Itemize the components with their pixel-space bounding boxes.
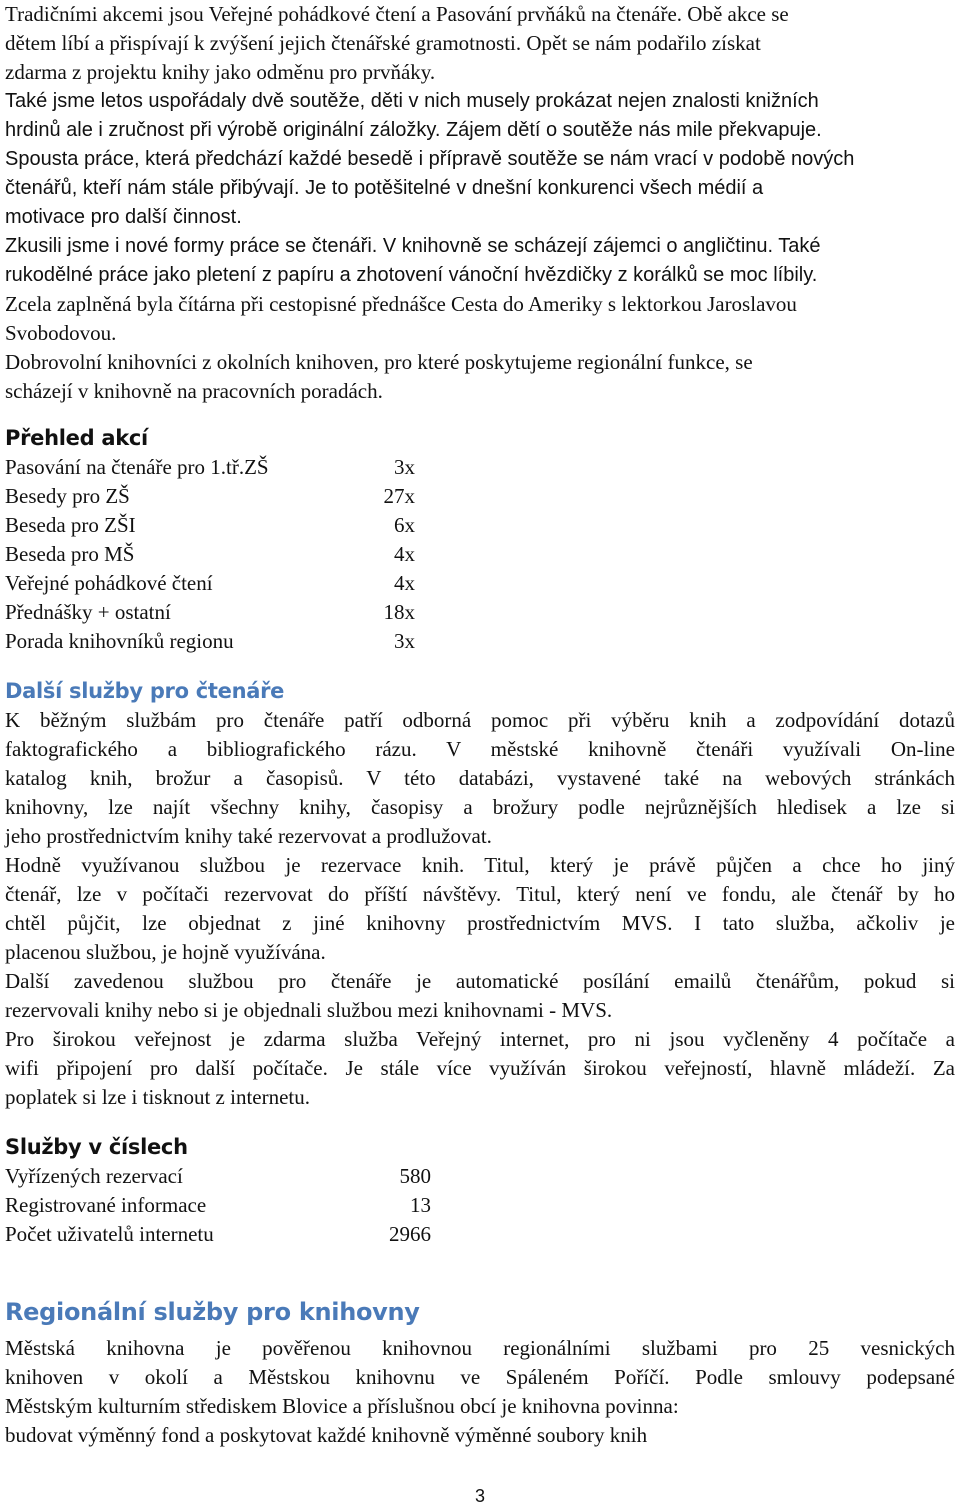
table-row (5, 1162, 431, 1191)
row-value: 3x (394, 629, 415, 653)
page-number: 3 (474, 1486, 485, 1506)
text-line: knihoven v okolí a Městskou knihovnu ve Spáleném Poříčí. Podle smlouvy podepsané (5, 1365, 955, 1389)
row-value: 580 (399, 1164, 431, 1188)
text-line: placenou službou, je hojně využívána. (5, 940, 326, 964)
row-label: Besedy pro ZŠ (5, 484, 130, 508)
table-row (5, 482, 415, 511)
row-label: Registrované informace (5, 1193, 207, 1217)
table-row (5, 1220, 431, 1249)
text-line: wifi připojení pro další počítače. Je stále více využíván širokou veřejností, hlavně mládeží. Za (5, 1056, 955, 1080)
row-value: 4x (394, 571, 415, 595)
text-line: Hodně využívanou službou je rezervace knih. Titul, který je právě půjčen a chce ho jiný (5, 853, 955, 877)
table-row (5, 598, 415, 627)
text-line: knihovny, lze najít všechny knihy, časopisy a brožury podle nejrůznějších hledisek a lze si (5, 795, 955, 819)
intro-paragraph-3 (5, 290, 955, 406)
text-line: Pro širokou veřejnost je zdarma služba Veřejný internet, pro ni jsou vyčleněny 4 počítače a (5, 1027, 955, 1051)
text-line: katalog knih, brožur a časopisů. V této databázi, vystavené také na webových stránkách (5, 766, 955, 790)
text-line: chtěl půjčit, lze objednat z jiné knihovny prostřednictvím MVS. I tato služba, ačkoliv je (5, 911, 955, 935)
services-paragraph (5, 706, 955, 1112)
overview-table (5, 453, 415, 656)
table-row (5, 627, 415, 656)
intro-paragraph-1 (5, 0, 955, 87)
row-value: 6x (394, 513, 415, 537)
text-line: Svobodovou. (5, 321, 117, 345)
text-line: Zcela zaplněná byla čítárna při cestopisné přednášce Cesta do Ameriky s lektorkou Jaroslavou (5, 292, 797, 316)
row-label: Přednášky + ostatní (5, 600, 171, 624)
table-row (5, 511, 415, 540)
row-value: 4x (394, 542, 415, 566)
text-line: K běžným službám pro čtenáře patří odborná pomoc při výběru knih a zodpovídání dotazů (5, 708, 955, 732)
text-line: Městským kulturním střediskem Blovice a příslušnou obcí je knihovna povinna: (5, 1394, 679, 1418)
intro-paragraph-2 (5, 87, 955, 290)
text-line: rukodělné práce jako pletení z papíru a zhotovení vánoční hvězdičky z korálků se moc líbily. (5, 264, 818, 286)
numbers-heading: Služby v číslech (5, 1135, 188, 1159)
row-value: 27x (383, 484, 415, 508)
text-line: Městská knihovna je pověřenou knihovnou regionálními službami pro 25 vesnických (5, 1336, 955, 1360)
text-line: Také jsme letos uspořádaly dvě soutěže, děti v nich musely prokázat nejen znalosti knižních (5, 90, 819, 112)
row-value: 18x (383, 600, 415, 624)
row-label: Pasování na čtenáře pro 1.tř.ZŠ (5, 455, 269, 479)
table-row (5, 540, 415, 569)
regional-paragraph (5, 1334, 955, 1450)
row-label: Porada knihovníků regionu (5, 629, 234, 653)
text-line: zdarma z projektu knihy jako odměnu pro prvňáky. (5, 60, 436, 84)
text-line: Tradičními akcemi jsou Veřejné pohádkové čtení a Pasování prvňáků na čtenáře. Obě akce se (5, 2, 789, 26)
text-line: faktografického a bibliografického rázu. V městské knihovně čtenáři využívali On-line (5, 737, 955, 761)
text-line: hrdinů ale i zručnost při výrobě originální záložky. Zájem dětí o soutěže nás mile překvapuje. (5, 119, 822, 141)
overview-heading: Přehled akcí (5, 426, 148, 450)
text-line: motivace pro další činnost. (5, 206, 242, 228)
row-label: Počet uživatelů internetu (5, 1222, 214, 1246)
text-line: rezervovali knihy nebo si je objednali službou mezi knihovnami - MVS. (5, 998, 613, 1022)
row-label: Veřejné pohádkové čtení (5, 571, 213, 595)
regional-heading: Regionální služby pro knihovny (5, 1298, 420, 1326)
row-label: Beseda pro MŠ (5, 542, 135, 566)
services-heading: Další služby pro čtenáře (5, 679, 285, 703)
row-value: 13 (410, 1193, 431, 1217)
text-line: Spousta práce, která předchází každé besedě i přípravě soutěže se nám vrací v podobě nových (5, 148, 855, 170)
text-line: poplatek si lze i tisknout z internetu. (5, 1085, 311, 1109)
table-row (5, 453, 415, 482)
table-row (5, 1191, 431, 1220)
row-value: 3x (394, 455, 415, 479)
text-line: čtenář, lze v počítači rezervovat do příští návštěvy. Titul, který není ve fondu, ale čtenář by ho (5, 882, 955, 906)
text-line: Další zavedenou službou pro čtenáře je automatické posílání emailů čtenářům, pokud si (5, 969, 955, 993)
row-label: Vyřízených rezervací (5, 1164, 183, 1188)
text-line: dětem líbí a přispívají k zvýšení jejich čtenářské gramotnosti. Opět se nám podařilo získat (5, 31, 761, 55)
text-line: Dobrovolní knihovníci z okolních knihoven, pro které poskytujeme regionální funkce, se (5, 350, 753, 374)
text-line: Zkusili jsme i nové formy práce se čtenáři. V knihovně se scházejí zájemci o angličtinu. Také (5, 235, 821, 257)
numbers-table (5, 1162, 431, 1249)
row-label: Beseda pro ZŠI (5, 513, 136, 537)
text-line: jeho prostřednictvím knihy také rezervovat a prodlužovat. (5, 824, 492, 848)
text-line: budovat výměnný fond a poskytovat každé knihovně výměnné soubory knih (5, 1423, 648, 1447)
text-line: scházejí v knihovně na pracovních poradách. (5, 379, 383, 403)
row-value: 2966 (389, 1222, 431, 1246)
text-line: čtenářů, kteří nám stále přibývají. Je to potěšitelné v dnešní konkurenci všech médií a (5, 177, 764, 199)
table-row (5, 569, 415, 598)
